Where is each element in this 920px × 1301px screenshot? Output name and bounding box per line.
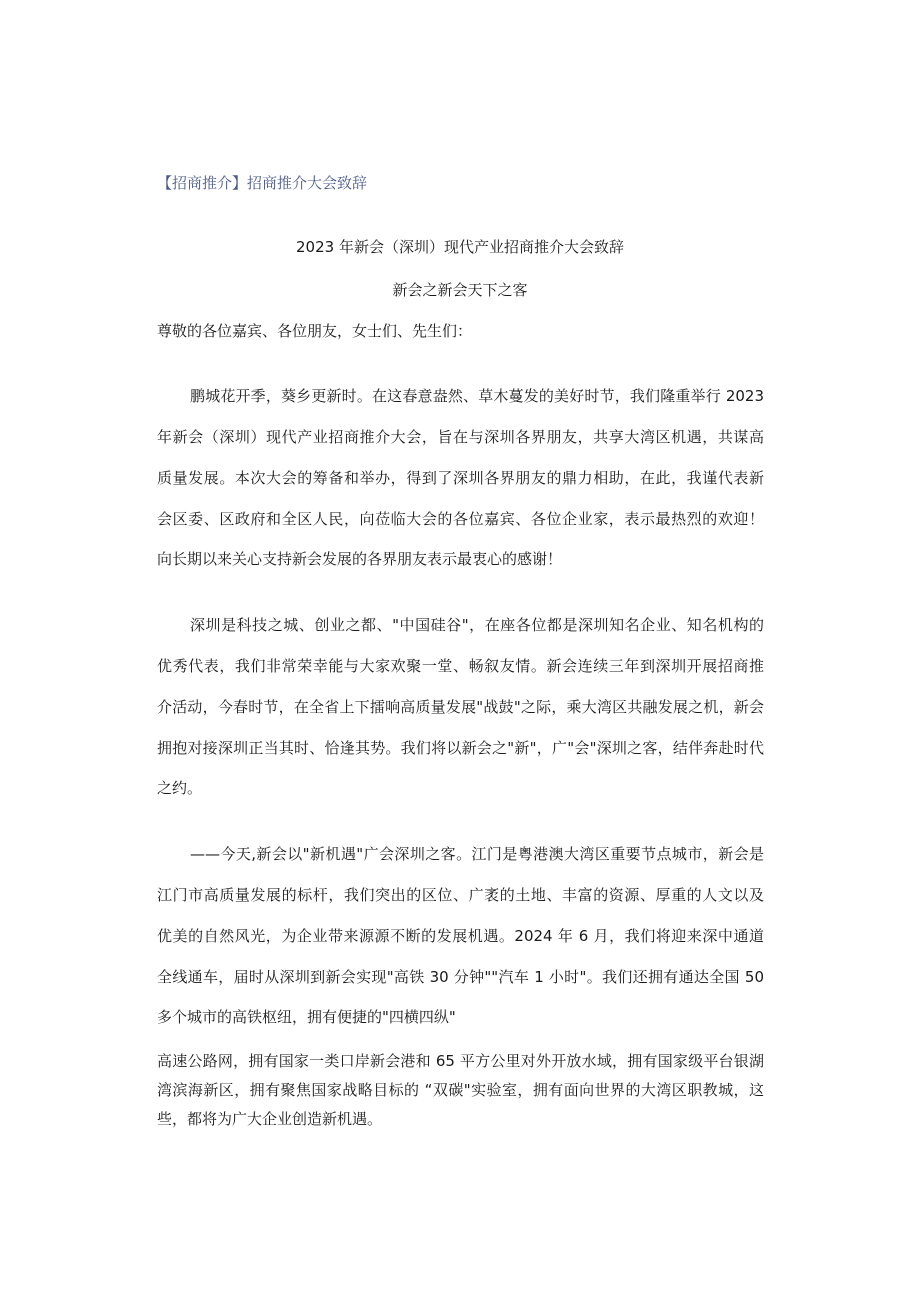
salutation: 尊敬的各位嘉宾、各位朋友，女士们、先生们：	[157, 322, 473, 340]
paragraph-line: 之约。	[157, 779, 203, 797]
paragraph-line: 向长期以来关心支持新会发展的各界朋友表示最衷心的感谢！	[157, 550, 563, 568]
paragraph-line: 江门市高质量发展的标杆，我们突出的区位、广袤的土地、丰富的资源、厚重的人文以及	[157, 886, 764, 904]
paragraph-line: 些，都将为广大企业创造新机遇。	[157, 1110, 383, 1128]
paragraph-line: 质量发展。本次大会的筹备和举办，得到了深圳各界朋友的鼎力相助，在此，我谨代表新	[157, 469, 764, 487]
paragraph-line: 全线通车，届时从深圳到新会实现"高铁 30 分钟""汽车 1 小时"。我们还拥有通达全国 50	[157, 968, 764, 986]
paragraph-line: 会区委、区政府和全区人民，向莅临大会的各位嘉宾、各位企业家，表示最热烈的欢迎！	[157, 510, 764, 528]
paragraph-line: 优秀代表，我们非常荣幸能与大家欢聚一堂、畅叙友情。新会连续三年到深圳开展招商推	[157, 657, 764, 675]
document-category-label: 【招商推介】招商推介大会致辞	[157, 174, 368, 192]
paragraph-line: 湾滨海新区，拥有聚焦国家战略目标的 “双碳"实验室，拥有面向世界的大湾区职教城，这	[157, 1081, 764, 1099]
page-title: 2023 年新会（深圳）现代产业招商推介大会致辞	[296, 238, 624, 256]
paragraph-line: 年新会（深圳）现代产业招商推介大会，旨在与深圳各界朋友，共享大湾区机遇，共谋高	[157, 428, 764, 446]
paragraph-line: 高速公路网，拥有国家一类口岸新会港和 65 平方公里对外开放水域，拥有国家级平台银湖	[157, 1052, 764, 1070]
paragraph-line: ——今天,新会以"新机遇"广会深圳之客。江门是粤港澳大湾区重要节点城市，新会是	[190, 845, 764, 863]
paragraph-line: 多个城市的高铁枢纽，拥有便捷的"四横四纵"	[157, 1008, 456, 1026]
paragraph-line: 鹏城花开季，葵乡更新时。在这春意盎然、草木蔓发的美好时节，我们隆重举行 2023	[190, 387, 764, 405]
paragraph-line: 介活动，今春时节，在全省上下擂响高质量发展"战鼓"之际，乘大湾区共融发展之机，新会	[157, 698, 764, 716]
page-subtitle: 新会之新会天下之客	[392, 281, 528, 299]
paragraph-line: 拥抱对接深圳正当其时、恰逢其势。我们将以新会之"新"，广"会"深圳之客，结伴奔赴时代	[157, 739, 764, 757]
paragraph-line: 深圳是科技之城、创业之都、"中国硅谷"，在座各位都是深圳知名企业、知名机构的	[190, 616, 764, 634]
paragraph-line: 优美的自然风光，为企业带来源源不断的发展机遇。2024 年 6 月，我们将迎来深中通道	[157, 927, 764, 945]
